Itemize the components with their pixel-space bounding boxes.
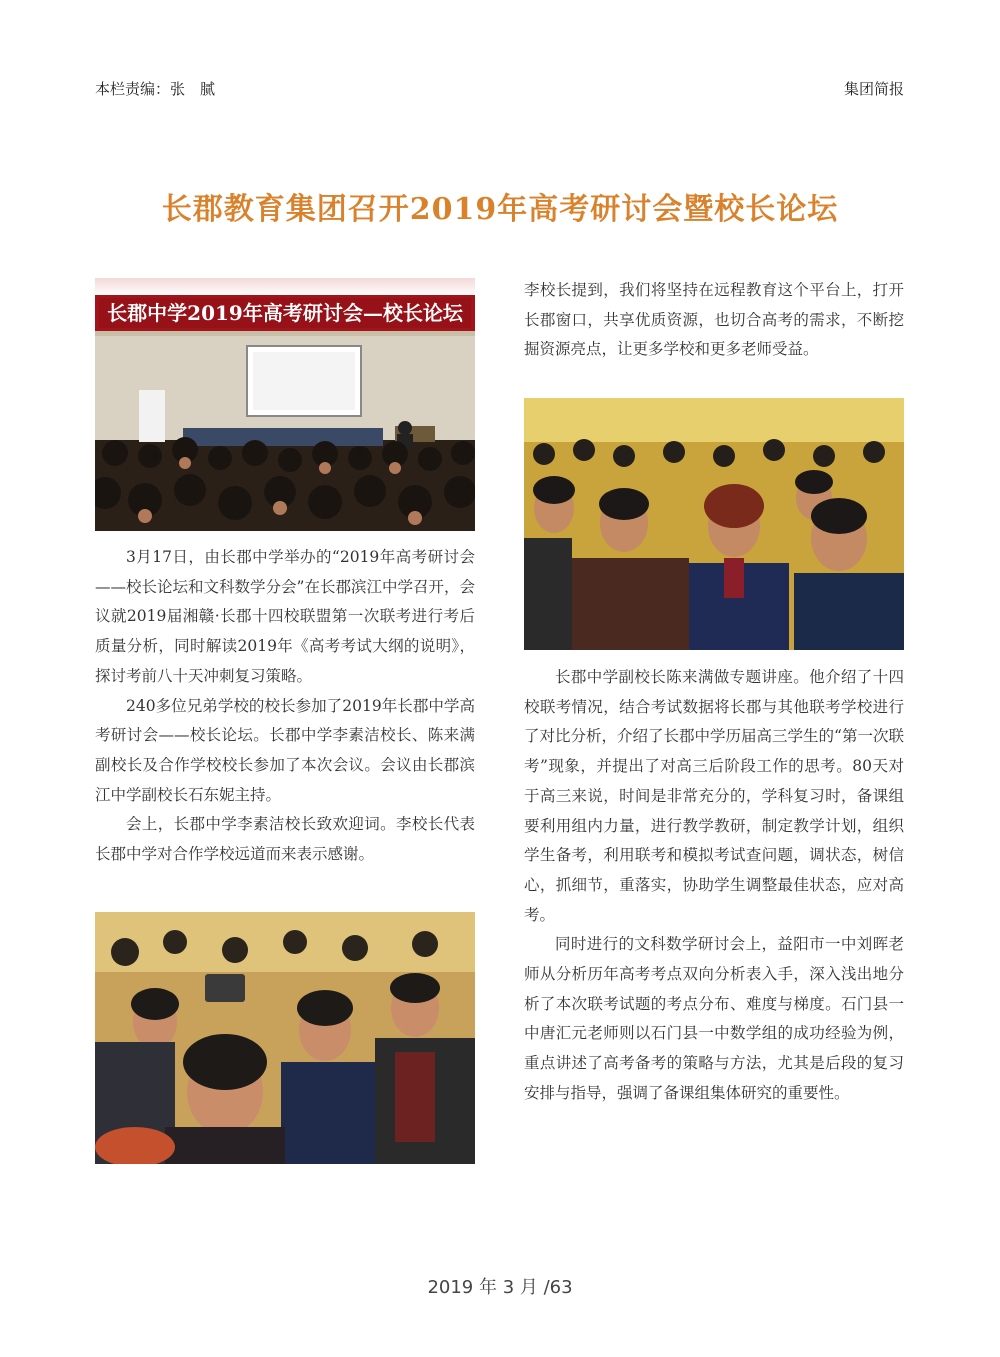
- photo-forum-hall: [95, 278, 475, 531]
- paragraph: 会上，长郡中学李素洁校长致欢迎词。李校长代表长郡中学对合作学校远道而来表示感谢。: [95, 815, 475, 864]
- photo-audience-seated: [524, 398, 904, 650]
- article-title: 长郡教育集团召开2019年高考研讨会暨校长论坛: [161, 192, 839, 227]
- paragraph: 李校长提到，我们将坚持在远程教育这个平台上，打开长郡窗口，共享优质资源，也切合高考的需求，不断挖掘资源亮点，让更多学校和更多老师受益。: [524, 281, 904, 359]
- column-editor: 本栏责编：张 腻: [95, 80, 216, 98]
- page-footer: 2019 年 3 月 /63: [427, 1277, 573, 1298]
- paragraph: 同时进行的文科数学研讨会上，益阳市一中刘晖老师从分析历年高考考点双向分析表入手，深入浅出地分析了本次联考试题的考点分布、难度与梯度。石门县一中唐汇元老师则以石门县一中数学组的成功经验为例，重点讲述了高考备考的策略与方法，尤其是后段的复习安排与指导，强调了备课组集体研究的重要性。: [524, 935, 904, 1102]
- section-name: 集团简报: [843, 80, 904, 98]
- photo-attendees-taking-photos: [95, 912, 475, 1164]
- paragraph: 3月17日，由长郡中学举办的“2019年高考研讨会——校长论坛和文科数学分会”在长郡滨江中学召开，会议就2019届湘赣·长郡十四校联盟第一次联考进行考后质量分析，同时解读2019年《高考考试大纲的说明》，探讨考前八十天冲刺复习策略。: [95, 548, 475, 685]
- right-column-top: [524, 276, 904, 365]
- left-column: [95, 543, 475, 870]
- paragraph: 240多位兄弟学校的校长参加了2019年长郡中学高考研讨会——校长论坛。长郡中学李素洁校长、陈来满副校长及合作学校校长参加了本次会议。会议由长郡滨江中学副校长石东妮主持。: [95, 696, 475, 804]
- right-column: [524, 663, 904, 1109]
- banner-text: 长郡中学2019年高考研讨会—校长论坛: [107, 301, 463, 325]
- paragraph: 长郡中学副校长陈来满做专题讲座。他介绍了十四校联考情况，结合考试数据将长郡与其他联考学校进行了对比分析，介绍了长郡中学历届高三学生的“第一次联考”现象，并提出了对高三后阶段工作的思考。80天对于高三来说，时间是非常充分的，学科复习时，备课组要利用组内力量，进行教学教研，制定教学计划，组织学生备考，利用联考和模拟考试查问题，调状态，树信心，抓细节，重落实，协助学生调整最佳状态，应对高考。: [524, 668, 904, 924]
